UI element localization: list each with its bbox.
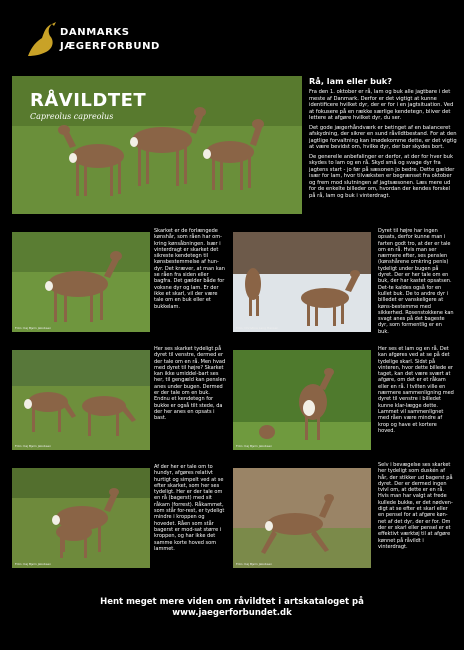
photo-credit: Foto: Kaj Bjørn Jakobsen bbox=[236, 444, 273, 448]
footer-text: Hent meget mere viden om råvildtet i artskataloget på bbox=[100, 597, 364, 607]
footer-link[interactable]: www.jaegerforbundet.dk bbox=[172, 608, 292, 618]
pheasant-logo-icon bbox=[24, 20, 58, 60]
footer bbox=[0, 597, 464, 619]
photo-credit: Foto: Kaj Bjørn Jakobsen bbox=[15, 326, 52, 330]
hero-subtitle: Capreolus capreolus bbox=[30, 112, 114, 121]
intro-paragraph: Det gode jægerhåndværk er betinget af en balanceret afskydning, der sikrer en sund råvildtbestand. For at den jagtlige forvaltning kan imødekomme dette, er det vigtig at være bevidst om, hvilke dyr, der bør skydes bort. bbox=[309, 124, 457, 150]
photo-credit: Foto: Kaj Bjørn Jakobsen bbox=[15, 562, 52, 566]
section-caption: Dyret til højre har ingen opsats, derfor kunne man i farten godt tro, at der er tale om en rå. Hvis man ser nærmere efter, ses penslen (kønshårene omkring penis) tydeligt under bugen på dyret. Der er her tale om en buk, der har kastet opsatsen. Det-te kaldes også for en kullet buk. De to andre dyr i billedet er vanskeligere at køns-bestemme med sikkerhed. Rosenstokkene kan svagt anes på det bageste dyr, som formentlig er en buk. bbox=[378, 228, 454, 335]
photo-doe-and-lamb bbox=[12, 468, 150, 568]
intro-text bbox=[309, 76, 457, 202]
photo-running-roe bbox=[233, 468, 371, 568]
intro-paragraph: De generelle anbefalinger er derfor, at der for hver buk skydes to lam og en rå. Skyd små og svage dyr fra jagtens start - jo før på sæsonen jo bedre. Dette gælder især for lam, hvor tilvæksten er begrænset fra oktober og frem mod slutningen af jagtsæsonen. Læs mere ud for de enkelte billeder om, hvordan der kendes forskel på rå, lam og buk i vinterdragt. bbox=[309, 153, 455, 199]
section-caption: Her ses skarket tydeligt på dyret til venstre, dermed er der tale om en rå. Men hvad med dyret til højre? Skarket kan ikke umiddel-bart ses her, til gengæld kan penslen anes under bugen. Dermed er der tale om en buk. Endnu et kendetegn for bukke er også tilt stede, da der her anes en opsats i bast. bbox=[154, 346, 226, 422]
brand-name-line1: DANMARKS bbox=[60, 27, 130, 38]
photo-credit: Foto: Kaj Bjørn Jakobsen bbox=[236, 562, 273, 566]
brand-logo bbox=[24, 18, 184, 62]
photo-credit: Foto: Christina Lang Hansen bbox=[236, 326, 279, 330]
hero-image bbox=[12, 76, 302, 214]
photo-roe-side bbox=[12, 232, 150, 332]
section-caption: Selv i bevægelse ses skarket her tydeligt som duskén af hår, der stikker ud bagerst på dyret. Der er dermed ingen tvivl om, at dette er en rå. Hvis man har valgt at frede kullede bukke, er det nødven-digt at se efter et skarl eller en pensel for at afgøre køn-net af det dyr, der er for. Om der er skarl eller pensel er et effektivt værktøj til at afgøre kønnet på råvildt i vinterdragt. bbox=[378, 462, 453, 550]
brand-name-line2: JÆGERFORBUND bbox=[60, 41, 160, 52]
photo-two-grazing bbox=[12, 350, 150, 450]
intro-paragraph: Fra den 1. oktober er rå, lam og buk alle jagtbare i det meste af Danmark. Derfor er det vigtigt at kunne identificere hvilket dyr, der er for i en jagtsituation. Ved at fokusere på en række særlige kendetegn, bliver det lettere at afgøre hvilket dyr, du ser. bbox=[309, 89, 454, 121]
hero-title: RÅVILDTET bbox=[30, 90, 147, 111]
section-caption: Skarket er de forlængede kønshår, som råen har om-kring kønsåbningen. Især i vinterdragt er skarket det sikreste kendetegn til kønsbestemmelse af hun-dyr. Det kræver, at man kan se råen fra siden eller bagfra. Det gælder både for voksne dyr og lam. Er der ikke et skarl, vil der være tale om en buk eller et bukkelam. bbox=[154, 228, 225, 310]
section-caption: Af der her er tale om to hundyr, afgøres relativt hurtigt og simpelt ved at se efter skarket, som her ses tydeligt. Her er der tale om en rå (bagerst) med sit råkam (forrest). Råkammet, som står for-rest, er tydeligt mindre i kroppen og hovedet. Råen som står bagerst er mod-sat større i kroppen, og har ikke det samme korte hoved som lammet. bbox=[154, 464, 225, 552]
intro-heading: Rå, lam eller buk? bbox=[309, 76, 392, 86]
photo-lamb-and-roe bbox=[233, 350, 371, 450]
photo-snow-deer bbox=[233, 232, 371, 332]
section-caption: Her ses et lam og en rå. Det kan afgøres ved at se på det tydelige skarl. Sidst på vinteren, hvor dette billede er taget, kan det være svært at afgøre, om det er et råkam eller en rå. I tvilten ville en nærmere sammenligning med dyret til venstre i billedet kunne klar-lægge dette. Lammet vil sammenlignet med råen være mindre af krop og have et kortere hoved. bbox=[378, 346, 454, 434]
photo-credit: Foto: Kaj Bjørn Jakobsen bbox=[15, 444, 52, 448]
